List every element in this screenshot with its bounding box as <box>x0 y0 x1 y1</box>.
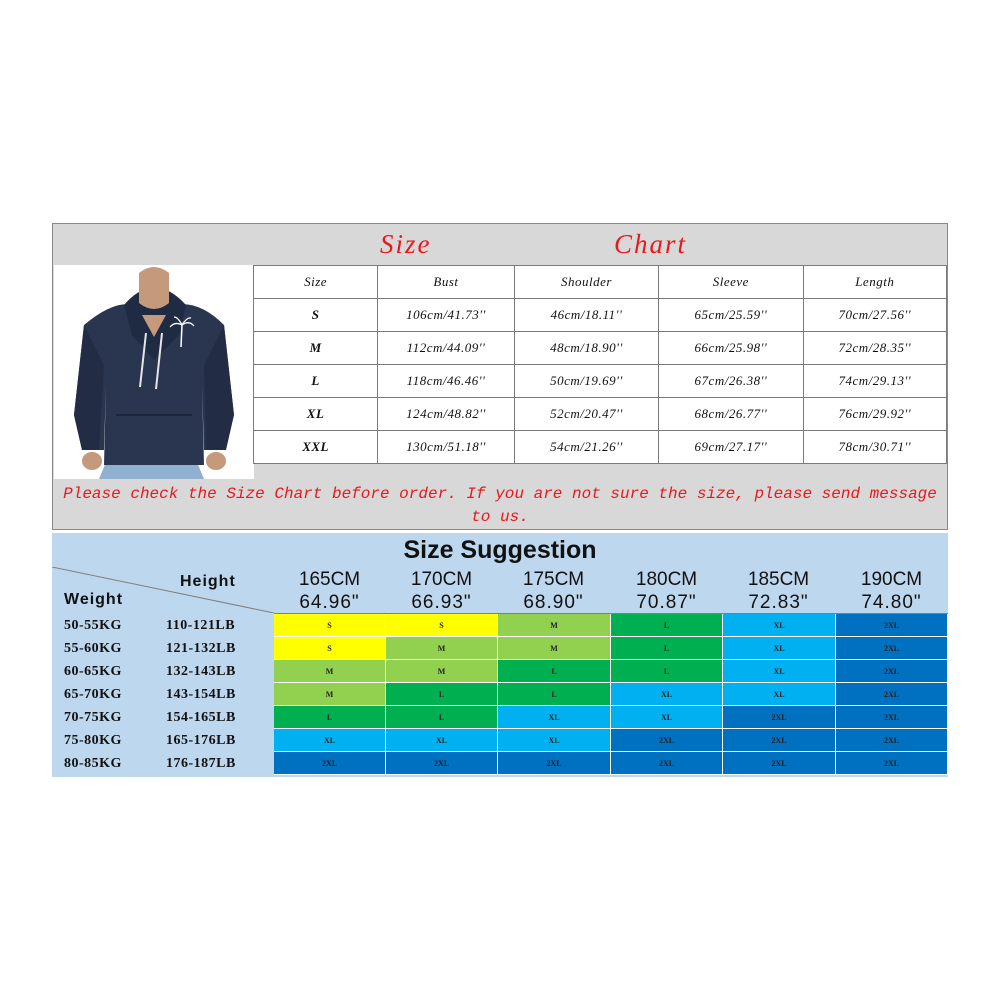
height-inch-header: 66.93" <box>411 592 472 613</box>
sleeve-cell: 67cm/26.38'' <box>659 365 803 398</box>
size-suggestion-cell: 2XL <box>836 706 948 729</box>
size-suggestion-cell: M <box>498 637 611 660</box>
size-suggestion-cell: 2XL <box>836 614 948 637</box>
table-row <box>254 431 947 464</box>
size-measurement-table <box>253 265 947 464</box>
weight-lb-label: 165-176LB <box>166 733 236 748</box>
size-suggestion-cell: S <box>274 614 386 637</box>
height-cm-header: 165CM <box>298 569 361 590</box>
shoulder-cell: 54cm/21.26'' <box>514 431 658 464</box>
height-inch-header: 64.96" <box>299 592 360 613</box>
header-size: Size <box>254 266 378 299</box>
size-suggestion-cell: S <box>386 614 498 637</box>
size-suggestion-cell: M <box>498 614 611 637</box>
size-suggestion-cell: XL <box>274 729 386 752</box>
size-suggestion-cell: M <box>274 683 386 706</box>
weight-kg-label: 60-65KG <box>64 664 122 679</box>
size-suggestion-cell: M <box>274 660 386 683</box>
table-row <box>254 299 947 332</box>
weight-lb-label: 132-143LB <box>166 664 236 679</box>
weight-kg-label: 65-70KG <box>64 687 122 702</box>
size-suggestion-cell: XL <box>723 660 836 683</box>
hoodie-illustration <box>54 265 254 479</box>
height-cm-header: 170CM <box>410 569 473 590</box>
weight-lb-label: 121-132LB <box>166 641 236 656</box>
size-label-cell: S <box>254 299 378 332</box>
table-row <box>254 365 947 398</box>
size-suggestion-cell: XL <box>498 729 611 752</box>
weight-lb-label: 110-121LB <box>166 618 236 633</box>
size-suggestion-cell: 2XL <box>498 752 611 775</box>
weight-kg-label: 70-75KG <box>64 710 122 725</box>
size-chart-notice: Please check the Size Chart before order. If you are not sure the size, please send message to us. <box>63 485 937 526</box>
height-cm-header: 180CM <box>635 569 698 590</box>
title-chart-word: Chart <box>614 229 688 259</box>
size-suggestion-cell: 2XL <box>386 752 498 775</box>
height-cm-header: 185CM <box>747 569 810 590</box>
size-suggestion-cell: 2XL <box>723 706 836 729</box>
size-suggestion-cell: L <box>611 660 723 683</box>
shoulder-cell: 48cm/18.90'' <box>514 332 658 365</box>
height-cm-header: 175CM <box>522 569 585 590</box>
size-suggestion-cell: 2XL <box>836 729 948 752</box>
size-suggestion-cell: S <box>274 637 386 660</box>
weight-lb-label: 154-165LB <box>166 710 236 725</box>
size-suggestion-cell: 2XL <box>723 752 836 775</box>
size-suggestion-cell: 2XL <box>723 729 836 752</box>
weight-kg-label: 80-85KG <box>64 756 122 771</box>
header-bust: Bust <box>378 266 515 299</box>
header-shoulder: Shoulder <box>514 266 658 299</box>
size-label-cell: XXL <box>254 431 378 464</box>
size-suggestion-cell: 2XL <box>836 752 948 775</box>
size-suggestion-cell: L <box>274 706 386 729</box>
height-inch-header: 68.90" <box>523 592 584 613</box>
weight-lb-label: 143-154LB <box>166 687 236 702</box>
height-inch-header: 72.83" <box>748 592 809 613</box>
size-suggestion-cell: L <box>611 637 723 660</box>
weight-axis-label: Weight <box>64 591 124 608</box>
size-suggestion-cell: M <box>386 660 498 683</box>
height-inch-header: 70.87" <box>636 592 697 613</box>
size-suggestion-cell: XL <box>723 614 836 637</box>
weight-kg-label: 50-55KG <box>64 618 122 633</box>
length-cell: 74cm/29.13'' <box>803 365 946 398</box>
size-suggestion-cell: 2XL <box>274 752 386 775</box>
table-header-row <box>254 266 947 299</box>
size-suggestion-cell: L <box>386 683 498 706</box>
length-cell: 70cm/27.56'' <box>803 299 946 332</box>
size-suggestion-cell: 2XL <box>836 637 948 660</box>
sleeve-cell: 66cm/25.98'' <box>659 332 803 365</box>
size-suggestion-cell: 2XL <box>611 729 723 752</box>
length-cell: 78cm/30.71'' <box>803 431 946 464</box>
header-sleeve: Sleeve <box>659 266 803 299</box>
bust-cell: 112cm/44.09'' <box>378 332 515 365</box>
size-chart-panel <box>52 223 948 530</box>
size-suggestion-cell: 2XL <box>611 752 723 775</box>
size-suggestion-cell: XL <box>611 706 723 729</box>
size-suggestion-cell: L <box>386 706 498 729</box>
size-suggestion-cell: L <box>498 683 611 706</box>
header-length: Length <box>803 266 946 299</box>
size-suggestion-cell: XL <box>498 706 611 729</box>
size-suggestion-cell: XL <box>723 683 836 706</box>
size-label-cell: XL <box>254 398 378 431</box>
size-suggestion-cell: 2XL <box>836 683 948 706</box>
size-suggestion-cell: 2XL <box>836 660 948 683</box>
weight-lb-label: 176-187LB <box>166 756 236 771</box>
table-row <box>254 332 947 365</box>
size-label-cell: L <box>254 365 378 398</box>
table-row <box>254 398 947 431</box>
size-suggestion-cell: M <box>386 637 498 660</box>
length-cell: 76cm/29.92'' <box>803 398 946 431</box>
bust-cell: 118cm/46.46'' <box>378 365 515 398</box>
size-suggestion-cell: L <box>611 614 723 637</box>
size-label-cell: M <box>254 332 378 365</box>
bust-cell: 106cm/41.73'' <box>378 299 515 332</box>
bust-cell: 130cm/51.18'' <box>378 431 515 464</box>
title-size-word: Size <box>380 229 432 259</box>
size-suggestion-cell: XL <box>611 683 723 706</box>
sleeve-cell: 69cm/27.17'' <box>659 431 803 464</box>
weight-kg-label: 55-60KG <box>64 641 122 656</box>
height-axis-label: Height <box>180 573 236 590</box>
weight-kg-label: 75-80KG <box>64 733 122 748</box>
hoodie-product-photo <box>54 265 254 479</box>
shoulder-cell: 52cm/20.47'' <box>514 398 658 431</box>
size-chart-title <box>53 224 947 264</box>
size-suggestion-cell: XL <box>386 729 498 752</box>
sleeve-cell: 65cm/25.59'' <box>659 299 803 332</box>
size-suggestion-cell: L <box>498 660 611 683</box>
sleeve-cell: 68cm/26.77'' <box>659 398 803 431</box>
size-suggestion-title: Size Suggestion <box>403 536 597 564</box>
length-cell: 72cm/28.35'' <box>803 332 946 365</box>
bust-cell: 124cm/48.82'' <box>378 398 515 431</box>
shoulder-cell: 46cm/18.11'' <box>514 299 658 332</box>
height-cm-header: 190CM <box>860 569 923 590</box>
size-suggestion-cell: XL <box>723 637 836 660</box>
size-suggestion-panel <box>52 533 948 777</box>
shoulder-cell: 50cm/19.69'' <box>514 365 658 398</box>
height-inch-header: 74.80" <box>861 592 922 613</box>
